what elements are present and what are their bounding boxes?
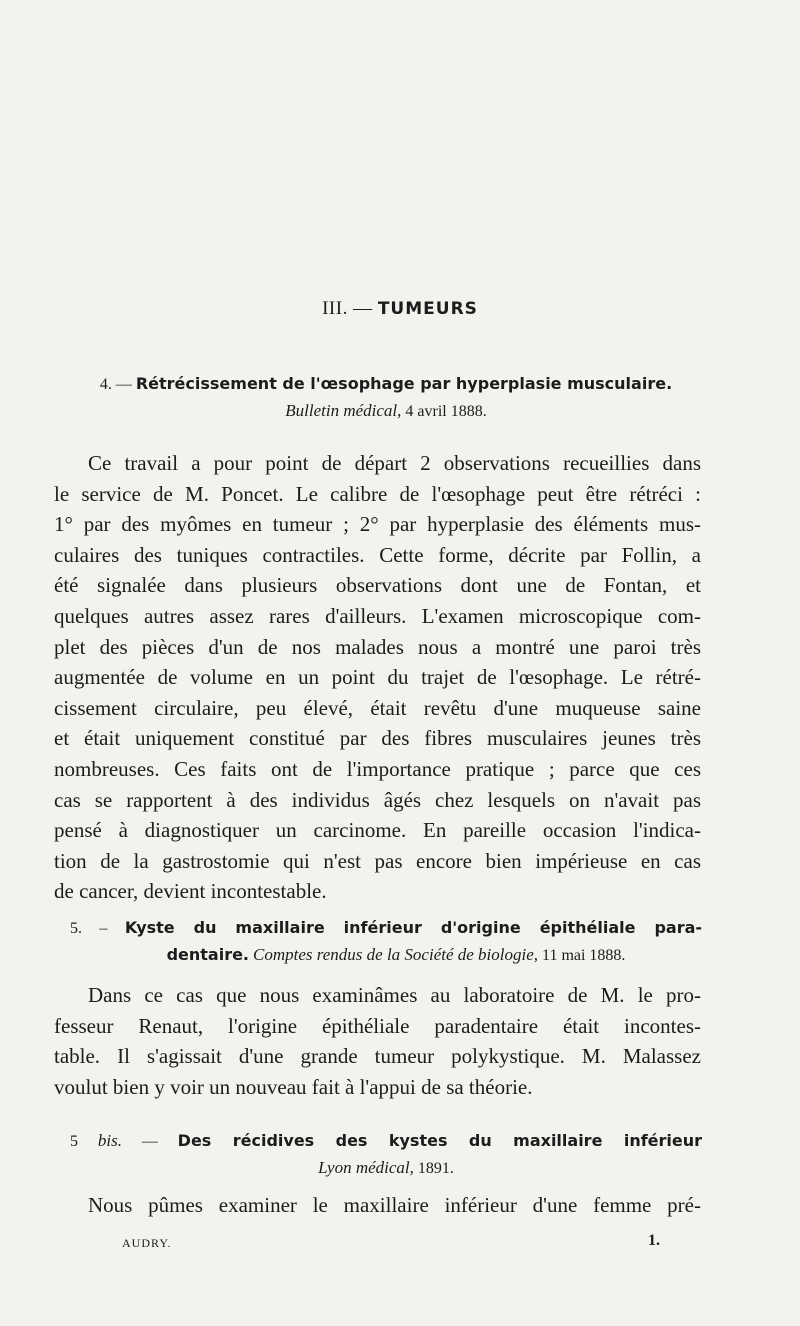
entry-5bis-date: 1891.	[417, 1160, 454, 1177]
entry-5-title-line	[70, 915, 702, 942]
paragraph-line: le service de M. Poncet. Le calibre de l'œsophage peut être rétréci :	[54, 481, 701, 506]
paragraph-line: cas se rapportent à des individus âgés chez lesquels on n'avait pas	[54, 787, 701, 812]
entry-5-date: 11 mai 1888.	[542, 947, 626, 964]
paragraph-line: Dans ce cas que nous examinâmes au laboratoire de M. le pro-	[88, 983, 701, 1007]
entry-5bis-citation	[70, 1155, 702, 1182]
entry-5-title-part2: dentaire.	[166, 945, 250, 964]
entry-5-title-part1: Kyste du maxillaire inférieur d'origine épithéliale para-	[124, 918, 703, 937]
footer-sheet-number: 1.	[648, 1232, 660, 1249]
section-number: III. —	[322, 298, 373, 319]
paragraph-line: Nous pûmes examiner le maxillaire inférieur d'une femme pré-	[88, 1193, 701, 1217]
entry-4-number: 4. —	[99, 376, 132, 393]
entry-5-number: 5. –	[70, 920, 108, 937]
paragraph-line: pensé à diagnostiquer un carcinome. En pareille occasion l'indica-	[54, 818, 701, 843]
footer-signature: AUDRY.	[122, 1236, 172, 1250]
entry-4-title: Rétrécissement de l'œsophage par hyperplasie musculaire.	[135, 374, 673, 393]
entry-5-citation	[70, 942, 702, 969]
section-title	[0, 298, 800, 320]
entry-4-paragraph	[54, 448, 701, 907]
paragraph-line: cissement circulaire, peu élevé, était revêtu d'une muqueuse saine	[54, 695, 701, 720]
entry-4-heading	[70, 371, 702, 425]
entry-5-heading	[70, 915, 702, 969]
entry-5bis-number: 5	[70, 1133, 78, 1150]
paragraph-line: été signalée dans plusieurs observations dont une de Fontan, et	[54, 573, 701, 598]
entry-4-source: Bulletin médical,	[285, 401, 402, 420]
paragraph-line: Ce travail a pour point de départ 2 observations recueillies dans	[88, 451, 701, 475]
entry-4-citation	[70, 398, 702, 425]
entry-4-title-line	[70, 371, 702, 398]
paragraph-line: fesseur Renaut, l'origine épithéliale paradentaire était incontes-	[54, 1013, 701, 1038]
entry-4-date: 4 avril 1888.	[405, 403, 487, 420]
entry-5bis-title-line	[70, 1128, 702, 1155]
entry-5-paragraph	[54, 980, 701, 1102]
section-word: TUMEURS	[377, 299, 478, 319]
paragraph-line: et était uniquement constitué par des fibres musculaires jeunes très	[54, 726, 701, 751]
paragraph-line: quelques autres assez rares d'ailleurs. L'examen microscopique com-	[54, 603, 701, 628]
paragraph-line: voulut bien y voir un nouveau fait à l'appui de sa théorie.	[54, 1074, 533, 1099]
entry-5bis-suffix: bis.	[97, 1131, 122, 1150]
entry-5bis-heading	[70, 1128, 702, 1182]
paragraph-line: plet des pièces d'un de nos malades nous a montré une paroi très	[54, 634, 701, 659]
entry-5-source: Comptes rendus de la Société de biologie,	[253, 945, 539, 964]
paragraph-line: nombreuses. Ces faits ont de l'importance pratique ; parce que ces	[54, 756, 701, 781]
paragraph-line: 1° par des myômes en tumeur ; 2° par hyperplasie des éléments mus-	[54, 512, 701, 537]
paragraph-line: tion de la gastrostomie qui n'est pas encore bien impérieuse en cas	[54, 848, 701, 873]
entry-5bis-source: Lyon médical,	[318, 1158, 414, 1177]
paragraph-line: culaires des tuniques contractiles. Cette forme, décrite par Follin, a	[54, 542, 701, 567]
entry-5bis-paragraph	[54, 1190, 701, 1221]
paragraph-line: de cancer, devient incontestable.	[54, 879, 327, 904]
paragraph-line: augmentée de volume en un point du trajet de l'œsophage. Le rétré-	[54, 665, 701, 690]
paragraph-line: table. Il s'agissait d'une grande tumeur polykystique. M. Malassez	[54, 1044, 701, 1069]
entry-5bis-dash: —	[141, 1133, 158, 1150]
entry-5bis-title: Des récidives des kystes du maxillaire inférieur	[177, 1131, 703, 1150]
